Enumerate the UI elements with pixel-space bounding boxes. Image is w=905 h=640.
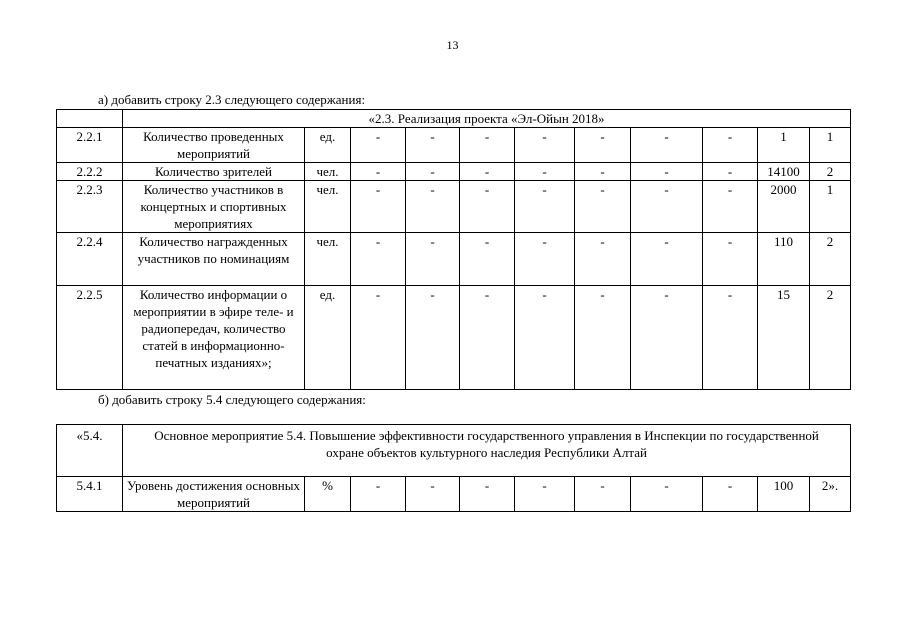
row-last: 2 — [810, 163, 851, 181]
cell: - — [575, 286, 631, 390]
row-code: 2.2.1 — [57, 128, 123, 163]
cell: - — [406, 233, 460, 286]
cell: - — [460, 233, 515, 286]
cell: - — [460, 477, 515, 512]
page-number: 13 — [446, 38, 459, 52]
row-name: Количество зрителей — [123, 163, 305, 181]
cell: - — [703, 233, 758, 286]
table-row — [57, 128, 851, 163]
row-code: 2.2.3 — [57, 181, 123, 233]
cell: - — [406, 286, 460, 390]
intro-b: б) добавить строку 5.4 следующего содержания: — [98, 392, 366, 407]
section-title: Основное мероприятие 5.4. Повышение эффективности государственного управления в Инспекции по государственной охране объектов культурного наследия Республики Алтай — [123, 425, 851, 477]
table-event-5-4 — [56, 424, 851, 512]
cell: - — [703, 128, 758, 163]
table-row — [57, 477, 851, 512]
row-value: 14100 — [758, 163, 810, 181]
cell: - — [515, 233, 575, 286]
cell: - — [575, 128, 631, 163]
cell: - — [575, 477, 631, 512]
row-value: 15 — [758, 286, 810, 390]
row-last: 2 — [810, 233, 851, 286]
cell: - — [575, 181, 631, 233]
row-last: 2». — [810, 477, 851, 512]
cell: - — [460, 286, 515, 390]
row-unit: ед. — [305, 286, 351, 390]
row-last: 1 — [810, 128, 851, 163]
table-row — [57, 163, 851, 181]
row-unit: чел. — [305, 181, 351, 233]
cell: - — [406, 163, 460, 181]
row-name: Количество награжденных участников по номинациям — [123, 233, 305, 286]
cell: - — [351, 286, 406, 390]
cell: - — [631, 163, 703, 181]
cell: - — [351, 163, 406, 181]
row-code: 2.2.5 — [57, 286, 123, 390]
empty-cell — [57, 110, 123, 128]
row-unit: % — [305, 477, 351, 512]
table-project-2-3 — [56, 109, 851, 390]
row-value: 100 — [758, 477, 810, 512]
cell: - — [515, 128, 575, 163]
cell: - — [460, 163, 515, 181]
cell: - — [351, 181, 406, 233]
row-value: 2000 — [758, 181, 810, 233]
cell: - — [575, 163, 631, 181]
cell: - — [460, 181, 515, 233]
cell: - — [631, 233, 703, 286]
cell: - — [406, 181, 460, 233]
cell: - — [631, 286, 703, 390]
cell: - — [406, 477, 460, 512]
cell: - — [460, 128, 515, 163]
row-value: 1 — [758, 128, 810, 163]
cell: - — [703, 286, 758, 390]
cell: - — [631, 181, 703, 233]
row-last: 2 — [810, 286, 851, 390]
intro-a: а) добавить строку 2.3 следующего содержания: — [98, 92, 366, 107]
row-unit: чел. — [305, 233, 351, 286]
row-unit: ед. — [305, 128, 351, 163]
cell: - — [515, 163, 575, 181]
cell: - — [703, 163, 758, 181]
table-row — [57, 233, 851, 286]
cell: - — [631, 128, 703, 163]
cell: - — [351, 128, 406, 163]
row-code: 2.2.2 — [57, 163, 123, 181]
row-last: 1 — [810, 181, 851, 233]
row-unit: чел. — [305, 163, 351, 181]
row-name: Уровень достижения основных мероприятий — [123, 477, 305, 512]
cell: - — [515, 286, 575, 390]
cell: - — [631, 477, 703, 512]
cell: - — [575, 233, 631, 286]
row-value: 110 — [758, 233, 810, 286]
row-code: 2.2.4 — [57, 233, 123, 286]
table-row — [57, 286, 851, 390]
cell: - — [515, 477, 575, 512]
row-name: Количество информации о мероприятии в эфире теле- и радиопередач, количество статей в информационно-печатных изданиях»; — [123, 286, 305, 390]
cell: - — [703, 181, 758, 233]
row-name: Количество проведенных мероприятий — [123, 128, 305, 163]
row-code: 5.4.1 — [57, 477, 123, 512]
cell: - — [351, 233, 406, 286]
cell: - — [406, 128, 460, 163]
table-row — [57, 181, 851, 233]
row-name: Количество участников в концертных и спортивных мероприятиях — [123, 181, 305, 233]
cell: - — [515, 181, 575, 233]
section-code: «5.4. — [57, 425, 123, 477]
cell: - — [703, 477, 758, 512]
section-title: «2.3. Реализация проекта «Эл-Ойын 2018» — [123, 110, 851, 128]
cell: - — [351, 477, 406, 512]
